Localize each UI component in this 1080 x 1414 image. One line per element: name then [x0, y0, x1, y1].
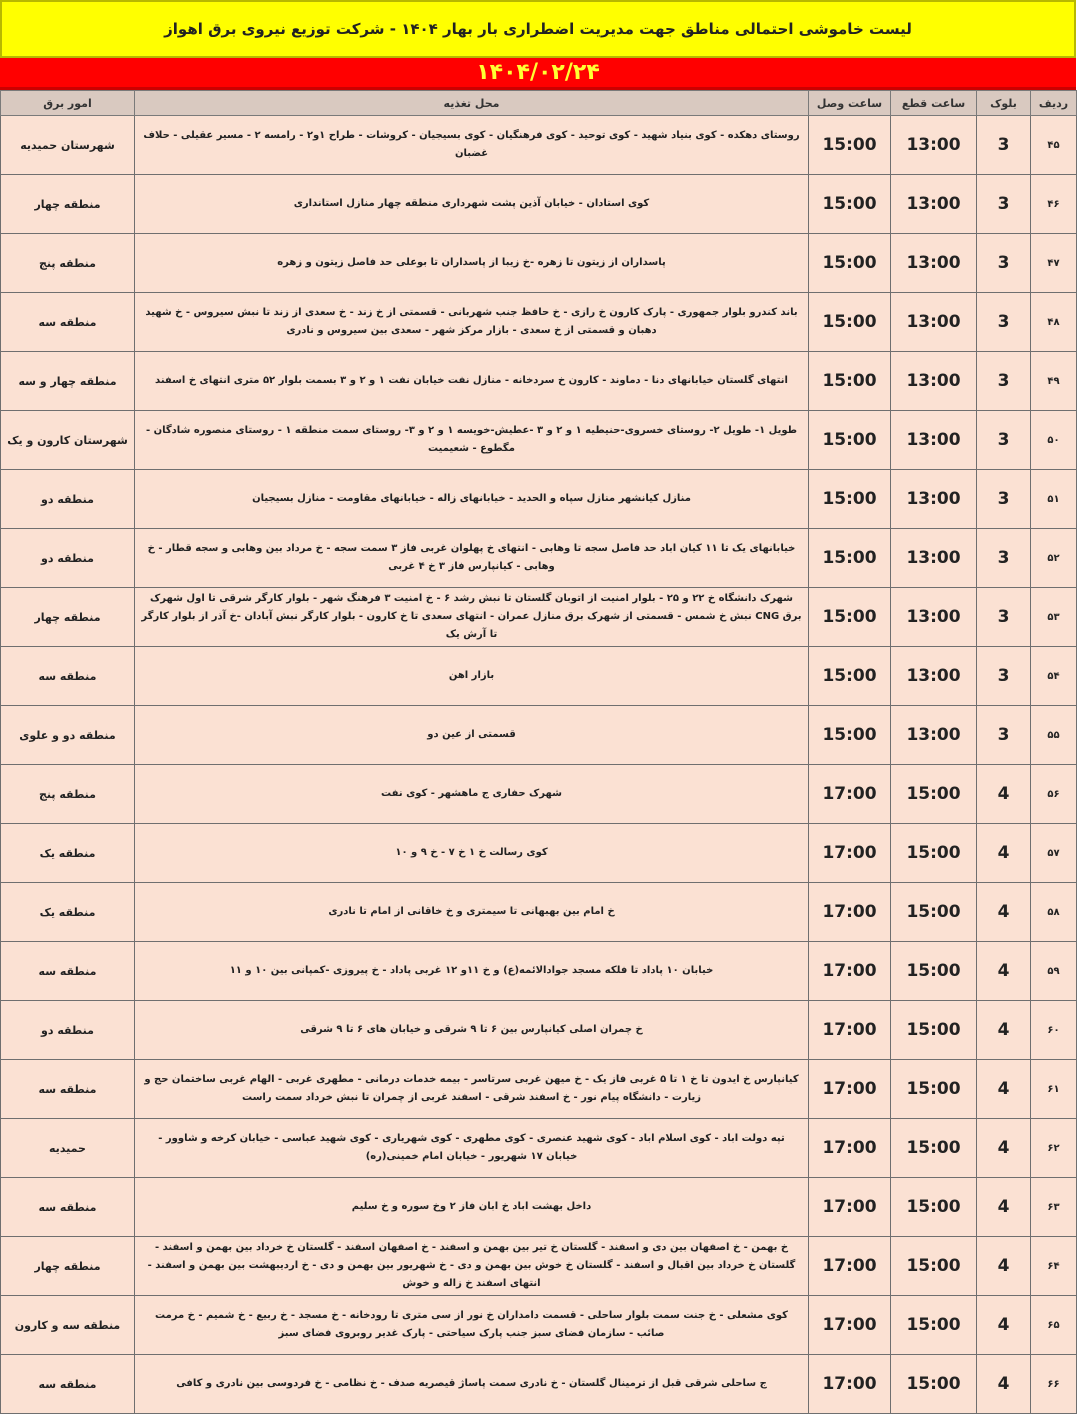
row-index-cell: ۶۰: [1031, 1001, 1077, 1060]
on-time-cell: 15:00: [809, 588, 891, 647]
area-cell: حمیدیه: [1, 1119, 135, 1178]
row-index-cell: ۶۴: [1031, 1237, 1077, 1296]
location-cell: باند کندرو بلوار جمهوری - پارک کارون خ رازی - خ حافظ جنب شهربانی - قسمتی از خ زند - خ سعدی از زند تا نبش سیروس - خ شهید دهبان و قسمتی از خ سعدی - بازار مرکز شهر - سعدی بین سیروس و نادری: [135, 293, 809, 352]
row-index-cell: ۶۵: [1031, 1296, 1077, 1355]
location-cell: شهرک حفاری ج ماهشهر - کوی نفت: [135, 765, 809, 824]
column-header-index: ردیف: [1031, 91, 1077, 116]
on-time-cell: 15:00: [809, 234, 891, 293]
table-row: [1, 1060, 1077, 1119]
off-time-cell: 15:00: [891, 765, 977, 824]
table-row: [1, 116, 1077, 175]
table-row: [1, 1237, 1077, 1296]
area-cell: منطقه پنج: [1, 234, 135, 293]
on-time-cell: 15:00: [809, 116, 891, 175]
table-row: [1, 1119, 1077, 1178]
location-cell: کوی مشعلی - خ جنت سمت بلوار ساحلی - قسمت دامداران خ نور از سی متری تا رودخانه - خ مسجد - خ ربیع - خ شمیم - خ مرمت صائب - سازمان فضای سبز جنب پارک سیاحتی - پارک غدیر روبروی فضای سبز: [135, 1296, 809, 1355]
area-cell: منطقه یک: [1, 883, 135, 942]
table-row: [1, 647, 1077, 706]
block-cell: 4: [977, 1060, 1031, 1119]
block-cell: 4: [977, 1001, 1031, 1060]
location-cell: طویل ۱- طویل ۲- روستای خسروی-حنیطیه ۱ و ۲ و ۳ -عطیش-خویسه ۱ و ۲ و ۳- روستای سمت منطقه ۱ - روستای منصوره شادگان - مگطوع - شعیمیت: [135, 411, 809, 470]
row-index-cell: ۵۷: [1031, 824, 1077, 883]
on-time-cell: 15:00: [809, 647, 891, 706]
table-row: [1, 411, 1077, 470]
area-cell: منطقه دو: [1, 1001, 135, 1060]
area-cell: منطقه دو: [1, 470, 135, 529]
location-cell: شهرک دانشگاه خ ۲۲ و ۲۵ - بلوار امنیت از اتوبان گلستان تا نبش رشد ۶ - خ امنیت ۳ فرهنگ شهر - بلوار کارگر شرقی تا اول شهرک برق CNG نبش خ شمس - قسمتی از شهرک برق منازل عمران - انتهای سعدی تا خ کارون - بلوار کارگر نبش آبادان -خ آذر از بلوار کارگر تا آرش یک: [135, 588, 809, 647]
row-index-cell: ۶۱: [1031, 1060, 1077, 1119]
block-cell: 3: [977, 352, 1031, 411]
table-row: [1, 470, 1077, 529]
on-time-cell: 17:00: [809, 942, 891, 1001]
off-time-cell: 13:00: [891, 647, 977, 706]
off-time-cell: 13:00: [891, 706, 977, 765]
column-header-location: محل تغذیه: [135, 91, 809, 116]
off-time-cell: 13:00: [891, 293, 977, 352]
block-cell: 4: [977, 1296, 1031, 1355]
row-index-cell: ۵۳: [1031, 588, 1077, 647]
off-time-cell: 13:00: [891, 175, 977, 234]
table-body: [1, 116, 1077, 1414]
area-cell: منطقه سه: [1, 1060, 135, 1119]
area-cell: منطقه چهار: [1, 588, 135, 647]
location-cell: منازل کیانشهر منازل سپاه و الحدید - خیابانهای زاله - خیابانهای مقاومت - منازل بسیجیان: [135, 470, 809, 529]
area-cell: منطقه پنج: [1, 765, 135, 824]
block-cell: 3: [977, 588, 1031, 647]
off-time-cell: 13:00: [891, 529, 977, 588]
block-cell: 3: [977, 470, 1031, 529]
block-cell: 3: [977, 116, 1031, 175]
row-index-cell: ۴۷: [1031, 234, 1077, 293]
block-cell: 3: [977, 647, 1031, 706]
table-row: [1, 1001, 1077, 1060]
row-index-cell: ۶۶: [1031, 1355, 1077, 1414]
on-time-cell: 17:00: [809, 1119, 891, 1178]
off-time-cell: 15:00: [891, 1296, 977, 1355]
area-cell: منطقه چهار: [1, 1237, 135, 1296]
row-index-cell: ۶۲: [1031, 1119, 1077, 1178]
block-cell: 4: [977, 883, 1031, 942]
location-cell: خ امام بین بهبهانی تا سیمتری و خ خاقانی از امام تا نادری: [135, 883, 809, 942]
on-time-cell: 17:00: [809, 1001, 891, 1060]
row-index-cell: ۵۱: [1031, 470, 1077, 529]
off-time-cell: 15:00: [891, 1060, 977, 1119]
block-cell: 4: [977, 1119, 1031, 1178]
area-cell: منطقه سه: [1, 942, 135, 1001]
location-cell: کیانپارس خ ایدون تا خ ۱ تا ۵ غربی فاز یک - خ میهن غربی سرتاسر - بیمه خدمات درمانی - مطهری غربی - الهام غربی ساختمان حج و زیارت - دانشگاه پیام نور - خ اسفند شرقی - اسفند غربی از چمران تا نبش خرداد سمت راست: [135, 1060, 809, 1119]
table-row: [1, 588, 1077, 647]
on-time-cell: 15:00: [809, 293, 891, 352]
area-cell: شهرستان کارون و یک: [1, 411, 135, 470]
row-index-cell: ۵۸: [1031, 883, 1077, 942]
on-time-cell: 17:00: [809, 1237, 891, 1296]
table-row: [1, 1296, 1077, 1355]
column-header-off-time: ساعت قطع: [891, 91, 977, 116]
table-row: [1, 234, 1077, 293]
table-row: [1, 765, 1077, 824]
off-time-cell: 15:00: [891, 1237, 977, 1296]
row-index-cell: ۴۹: [1031, 352, 1077, 411]
area-cell: منطقه سه: [1, 1355, 135, 1414]
block-cell: 3: [977, 234, 1031, 293]
row-index-cell: ۵۹: [1031, 942, 1077, 1001]
block-cell: 4: [977, 765, 1031, 824]
row-index-cell: ۵۵: [1031, 706, 1077, 765]
off-time-cell: 13:00: [891, 352, 977, 411]
column-header-block: بلوک: [977, 91, 1031, 116]
area-cell: منطقه سه: [1, 647, 135, 706]
area-cell: منطقه یک: [1, 824, 135, 883]
page-title: لیست خاموشی احتمالی مناطق جهت مدیریت اضطراری بار بهار ۱۴۰۴ - شرکت توزیع نیروی برق اهواز: [0, 0, 1076, 58]
off-time-cell: 13:00: [891, 411, 977, 470]
on-time-cell: 17:00: [809, 1296, 891, 1355]
table-row: [1, 883, 1077, 942]
block-cell: 3: [977, 175, 1031, 234]
off-time-cell: 15:00: [891, 1001, 977, 1060]
block-cell: 4: [977, 1355, 1031, 1414]
block-cell: 4: [977, 942, 1031, 1001]
area-cell: منطقه دو: [1, 529, 135, 588]
table-row: [1, 529, 1077, 588]
block-cell: 3: [977, 529, 1031, 588]
row-index-cell: ۴۸: [1031, 293, 1077, 352]
table-row: [1, 824, 1077, 883]
on-time-cell: 17:00: [809, 883, 891, 942]
on-time-cell: 15:00: [809, 411, 891, 470]
area-cell: منطقه دو و علوی: [1, 706, 135, 765]
table-row: [1, 352, 1077, 411]
block-cell: 3: [977, 706, 1031, 765]
table-row: [1, 175, 1077, 234]
row-index-cell: ۴۶: [1031, 175, 1077, 234]
area-cell: شهرستان حمیدیه: [1, 116, 135, 175]
off-time-cell: 15:00: [891, 942, 977, 1001]
row-index-cell: ۶۳: [1031, 1178, 1077, 1237]
area-cell: منطقه چهار و سه: [1, 352, 135, 411]
row-index-cell: ۵۴: [1031, 647, 1077, 706]
off-time-cell: 13:00: [891, 470, 977, 529]
location-cell: بازار اهن: [135, 647, 809, 706]
on-time-cell: 17:00: [809, 1355, 891, 1414]
on-time-cell: 15:00: [809, 529, 891, 588]
location-cell: کوی رسالت خ ۱ خ ۷ - خ ۹ و ۱۰: [135, 824, 809, 883]
row-index-cell: ۵۶: [1031, 765, 1077, 824]
table-row: [1, 1178, 1077, 1237]
location-cell: روستای دهکده - کوی بنیاد شهید - کوی توحید - کوی فرهنگیان - کوی بسیجیان - کروشات - طراح ۱و۲ - رامسه ۲ - مسیر عقیلی - حلاف غضبان: [135, 116, 809, 175]
on-time-cell: 15:00: [809, 706, 891, 765]
area-cell: منطقه سه: [1, 293, 135, 352]
on-time-cell: 15:00: [809, 175, 891, 234]
block-cell: 3: [977, 411, 1031, 470]
row-index-cell: ۵۲: [1031, 529, 1077, 588]
row-index-cell: ۵۰: [1031, 411, 1077, 470]
table-row: [1, 1355, 1077, 1414]
location-cell: انتهای گلستان خیابانهای دنا - دماوند - کارون خ سردخانه - منازل نفت خیابان نفت ۱ و ۲ و ۳ بسمت بلوار ۵۲ متری انتهای خ اسفند: [135, 352, 809, 411]
on-time-cell: 17:00: [809, 1178, 891, 1237]
date-banner: ۱۴۰۴/۰۲/۲۴: [0, 58, 1076, 90]
on-time-cell: 17:00: [809, 765, 891, 824]
area-cell: منطقه سه و کارون: [1, 1296, 135, 1355]
on-time-cell: 15:00: [809, 470, 891, 529]
location-cell: داخل بهشت اباد خ ابان فاز ۲ وخ سوره و خ سلیم: [135, 1178, 809, 1237]
location-cell: خیابان ۱۰ پاداد تا فلکه مسجد جوادالائمه(ع) و خ ۱۱و ۱۲ غربی پاداد - خ پیروزی -کمپانی بین ۱۰ و ۱۱: [135, 942, 809, 1001]
off-time-cell: 15:00: [891, 824, 977, 883]
location-cell: پاسداران از زیتون تا زهره -خ زیبا از پاسداران تا بوعلی حد فاصل زیتون و زهره: [135, 234, 809, 293]
table-header-row: [1, 91, 1077, 116]
off-time-cell: 13:00: [891, 588, 977, 647]
table-row: [1, 293, 1077, 352]
block-cell: 3: [977, 293, 1031, 352]
block-cell: 4: [977, 824, 1031, 883]
location-cell: قسمتی از عین دو: [135, 706, 809, 765]
outage-table: [0, 90, 1077, 1414]
off-time-cell: 15:00: [891, 1355, 977, 1414]
off-time-cell: 15:00: [891, 883, 977, 942]
block-cell: 4: [977, 1178, 1031, 1237]
location-cell: تپه دولت اباد - کوی اسلام اباد - کوی شهید عنصری - کوی مطهری - کوی شهریاری - کوی شهید عباسی - خیابان کرخه و شاوور - خیابان ۱۷ شهریور - خیابان امام خمینی(ره): [135, 1119, 809, 1178]
off-time-cell: 13:00: [891, 234, 977, 293]
block-cell: 4: [977, 1237, 1031, 1296]
area-cell: منطقه چهار: [1, 175, 135, 234]
on-time-cell: 17:00: [809, 1060, 891, 1119]
location-cell: کوی استادان - خیابان آذین پشت شهرداری منطقه چهار منازل استانداری: [135, 175, 809, 234]
off-time-cell: 13:00: [891, 116, 977, 175]
table-row: [1, 706, 1077, 765]
row-index-cell: ۴۵: [1031, 116, 1077, 175]
location-cell: ج ساحلی شرقی قبل از ترمینال گلستان - خ نادری سمت پاساژ قیصریه صدف - خ نظامی - خ فردوسی بین نادری و کافی: [135, 1355, 809, 1414]
column-header-area: امور برق: [1, 91, 135, 116]
area-cell: منطقه سه: [1, 1178, 135, 1237]
off-time-cell: 15:00: [891, 1119, 977, 1178]
table-row: [1, 942, 1077, 1001]
column-header-on-time: ساعت وصل: [809, 91, 891, 116]
location-cell: خ چمران اصلی کیانپارس بین ۶ تا ۹ شرقی و خیابان های ۶ تا ۹ شرقی: [135, 1001, 809, 1060]
on-time-cell: 15:00: [809, 352, 891, 411]
location-cell: خیابانهای یک تا ۱۱ کیان اباد حد فاصل سجه تا وهابی - انتهای خ پهلوان غربی فاز ۳ سمت سجه - خ مرداد بین وهابی و سجه قطار - خ وهابی - کیانپارس فاز ۳ خ ۴ غربی: [135, 529, 809, 588]
location-cell: خ بهمن - خ اصفهان بین دی و اسفند - گلستان خ تیر بین بهمن و اسفند - خ اصفهان اسفند - گلستان خ خرداد بین بهمن و اسفند - گلستان خ خرداد بین اقبال و اسفند - گلستان خ خوش بین بهمن و دی - خ شهریور بین بهمن و دی - خ اردیبهشت بین بهمن و اسفند - انتهای اسفند خ زاله و خوش: [135, 1237, 809, 1296]
off-time-cell: 15:00: [891, 1178, 977, 1237]
on-time-cell: 17:00: [809, 824, 891, 883]
